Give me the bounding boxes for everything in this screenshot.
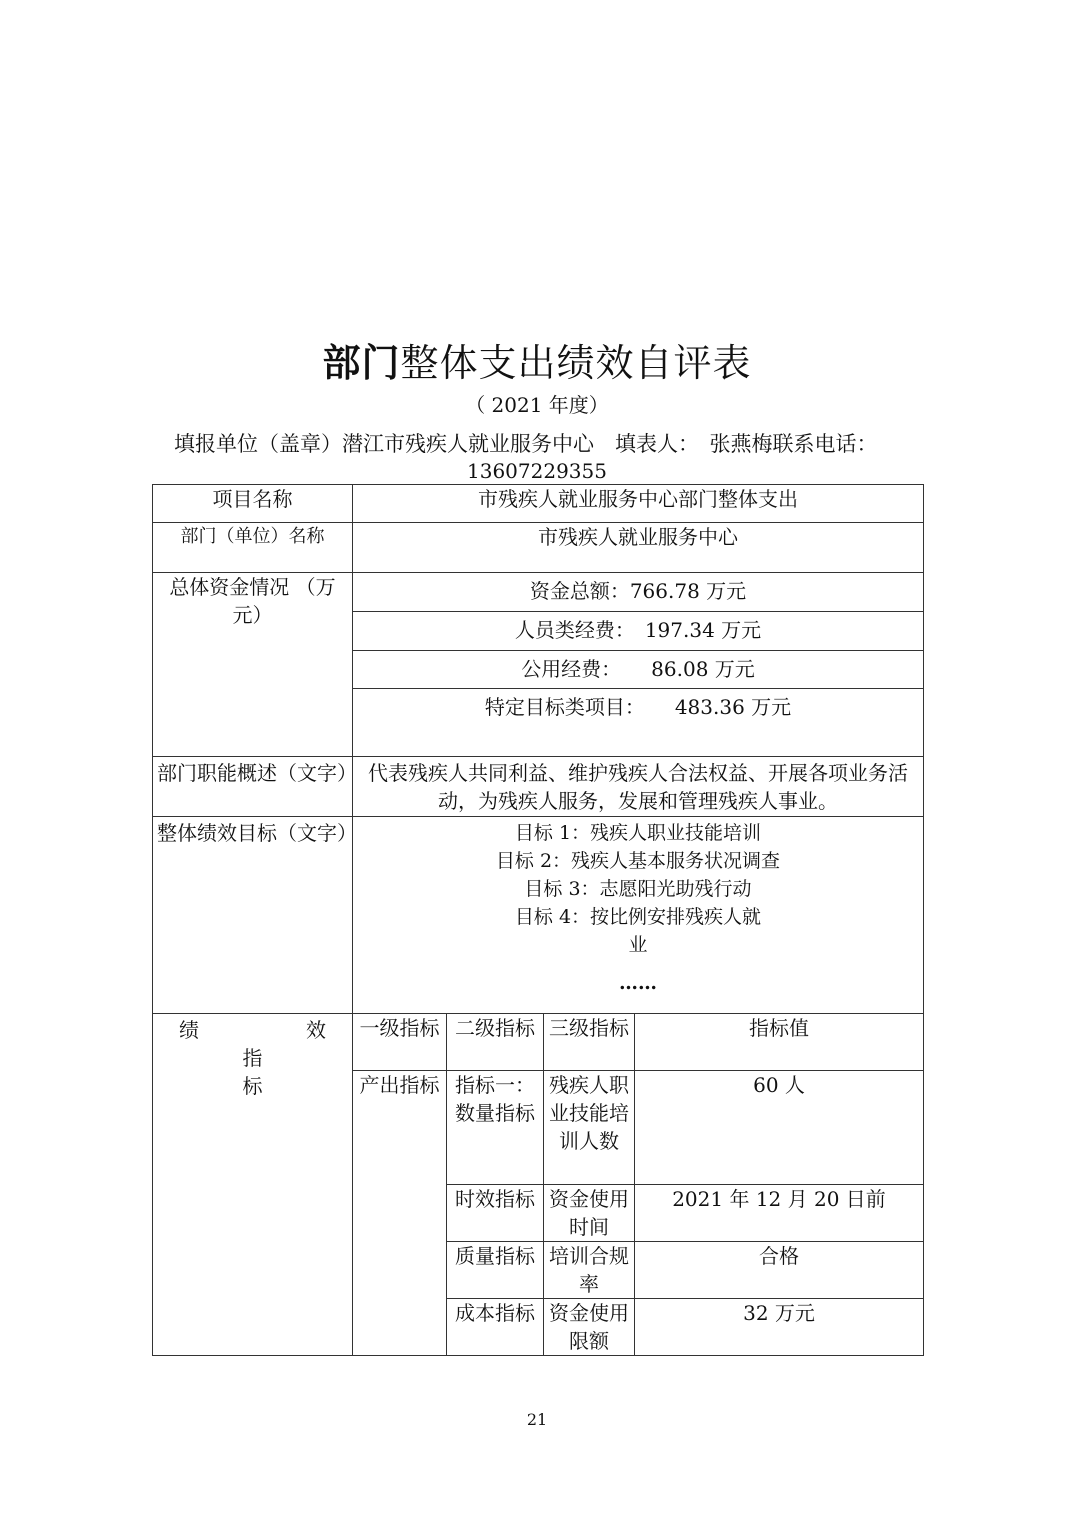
evaluation-table — [152, 484, 924, 1356]
level2-cell: 指标一：数量指标 — [447, 1071, 544, 1185]
value-cell: 合格 — [635, 1242, 924, 1299]
perf-label — [153, 1014, 353, 1356]
phone-number: 13607229355 — [467, 459, 607, 483]
year-line: （ 2021 年度） — [465, 393, 609, 417]
fund-public: 公用经费： 86.08 万元 — [353, 651, 924, 689]
level2-cell: 成本指标 — [447, 1299, 544, 1356]
level3-cell: 资金使用时间 — [544, 1185, 635, 1242]
level2-cell: 质量指标 — [447, 1242, 544, 1299]
level3-cell: 资金使用限额 — [544, 1299, 635, 1356]
table-row — [153, 817, 924, 1014]
page-title — [0, 332, 1074, 387]
fund-label: 总体资金情况 （万元） — [153, 573, 353, 757]
level3-cell: 残疾人职业技能培训人数 — [544, 1071, 635, 1185]
table-row — [153, 1014, 924, 1071]
dept-name-label: 部门（单位）名称 — [153, 523, 353, 573]
level1-output: 产出指标 — [353, 1071, 447, 1356]
page-number: 21 — [526, 1410, 548, 1429]
goal-list — [353, 817, 924, 1014]
perf-label-char: 指 — [242, 1046, 263, 1070]
fill-info-line: 填报单位（盖章）潜江市残疾人就业服务中心 填表人： 张燕梅联系电话： — [174, 432, 878, 456]
header-level1: 一级指标 — [353, 1014, 447, 1071]
title-rest-part: 整体支出绩效自评表 — [400, 341, 752, 385]
table-row — [153, 523, 924, 573]
table-row — [153, 757, 924, 817]
fund-special: 特定目标类项目： 483.36 万元 — [353, 689, 924, 757]
goal-label: 整体绩效目标（文字） — [153, 817, 353, 1014]
perf-label-char: 效 — [306, 1018, 326, 1042]
dept-name-value: 市残疾人就业服务中心 — [353, 523, 924, 573]
fund-total: 资金总额：766.78 万元 — [353, 573, 924, 612]
perf-label-char: 绩 — [179, 1018, 199, 1042]
table-row — [153, 485, 924, 523]
value-cell: 2021 年 12 月 20 日前 — [635, 1185, 924, 1242]
goal-item: 业 — [628, 934, 648, 956]
project-name-label: 项目名称 — [153, 485, 353, 523]
project-name-value: 市残疾人就业服务中心部门整体支出 — [353, 485, 924, 523]
function-label: 部门职能概述（文字） — [153, 757, 353, 817]
goal-item: 目标 2：残疾人基本服务状况调查 — [495, 850, 781, 872]
goal-item: 目标 4：按比例安排残疾人就 — [514, 906, 762, 928]
function-value: 代表残疾人共同利益、维护残疾人合法权益、开展各项业务活动，为残疾人服务，发展和管理残疾人事业。 — [353, 757, 924, 817]
header-value: 指标值 — [635, 1014, 924, 1071]
title-bold-part: 部门 — [322, 340, 401, 385]
header-level2: 二级指标 — [447, 1014, 544, 1071]
goal-item: 目标 3：志愿阳光助残行动 — [524, 878, 752, 900]
goal-item: 目标 1：残疾人职业技能培训 — [514, 822, 762, 844]
header-level3: 三级指标 — [544, 1014, 635, 1071]
value-cell: 60 人 — [635, 1071, 924, 1185]
goal-ellipsis: …… — [619, 972, 657, 994]
value-cell: 32 万元 — [635, 1299, 924, 1356]
level2-cell: 时效指标 — [447, 1185, 544, 1242]
fund-personnel: 人员类经费： 197.34 万元 — [353, 612, 924, 651]
table-row — [153, 573, 924, 612]
level3-cell: 培训合规率 — [544, 1242, 635, 1299]
perf-label-char: 标 — [242, 1074, 263, 1098]
